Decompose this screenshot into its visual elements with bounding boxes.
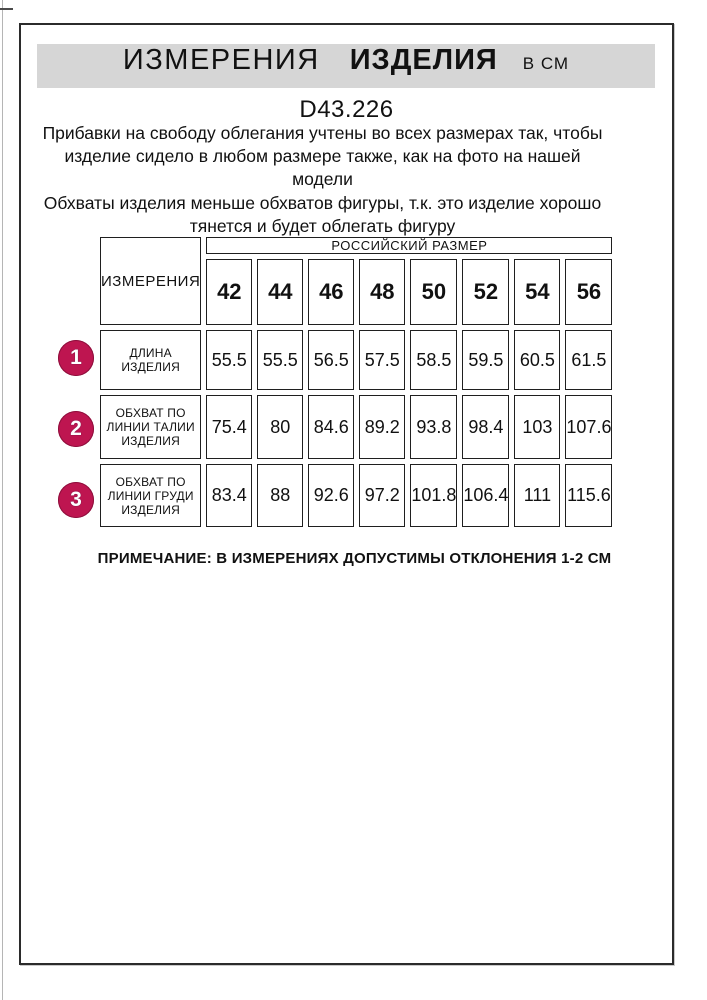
value-cell: 83.4 [206, 464, 252, 527]
value-cell: 89.2 [359, 395, 405, 459]
row-label-line: ДЛИНА [129, 346, 172, 360]
value-cell: 84.6 [308, 395, 354, 459]
title-banner [37, 44, 655, 88]
value-cell: 93.8 [410, 395, 457, 459]
size-header-cell: 48 [359, 259, 405, 325]
value-cell: 75.4 [206, 395, 252, 459]
value-cell: 55.5 [206, 330, 252, 390]
value-cell: 106.4 [462, 464, 509, 527]
corner-header-cell: ИЗМЕРЕНИЯ [100, 237, 201, 325]
value-cell: 103 [514, 395, 560, 459]
value-cell: 111 [514, 464, 560, 527]
row-label-line: ОБХВАТ ПО [115, 406, 186, 420]
table-row-length [100, 330, 612, 390]
value-cell: 107.6 [565, 395, 612, 459]
size-header-cell: 44 [257, 259, 303, 325]
row-label-cell [100, 464, 201, 527]
title-measurements: ИЗМЕРЕНИЯ [122, 44, 320, 76]
row-number-badge: 1 [58, 340, 94, 376]
row-label-line: ИЗДЕЛИЯ [121, 434, 180, 448]
size-header-cell: 46 [308, 259, 354, 325]
intro-line: модели [292, 169, 353, 189]
size-header-cell: 42 [206, 259, 252, 325]
row-label-line: ИЗДЕЛИЯ [121, 360, 180, 374]
value-cell: 88 [257, 464, 303, 527]
intro-line: тянется и будет облегать фигуру [189, 216, 456, 236]
size-table [95, 232, 617, 532]
size-header-cell: 56 [565, 259, 612, 325]
row-label-line: ОБХВАТ ПО [115, 474, 186, 489]
value-cell: 60.5 [514, 330, 560, 390]
value-cell: 57.5 [359, 330, 405, 390]
table-row-waist [100, 395, 612, 459]
model-code: D43.226 [299, 96, 394, 123]
row-label-line: ЛИНИИ ГРУДИ [107, 488, 194, 503]
intro-line: Прибавки на свободу облегания учтены во всех размерах так, чтобы [42, 123, 603, 143]
value-cell: 92.6 [308, 464, 354, 527]
row-label-cell [100, 330, 201, 390]
title-product: ИЗДЕЛИЯ [349, 44, 498, 76]
scan-corner-mark [0, 8, 13, 10]
value-cell: 101.8 [410, 464, 457, 527]
value-cell: 97.2 [359, 464, 405, 527]
scan-edge-line [2, 0, 3, 1000]
table-row-chest [100, 464, 612, 527]
value-cell: 58.5 [410, 330, 457, 390]
group-header-cell: РОССИЙСКИЙ РАЗМЕР [206, 237, 612, 254]
value-cell: 55.5 [257, 330, 303, 390]
intro-line: изделие сидело в любом размере также, как на фото на нашей [64, 146, 581, 166]
intro-line: Обхваты изделия меньше обхватов фигуры, т.к. это изделие хорошо [43, 193, 602, 213]
value-cell: 115.6 [565, 464, 612, 527]
size-header-cell: 50 [410, 259, 457, 325]
size-header-cell: 54 [514, 259, 560, 325]
value-cell: 80 [257, 395, 303, 459]
value-cell: 59.5 [462, 330, 509, 390]
size-header-cell: 52 [462, 259, 509, 325]
value-cell: 98.4 [462, 395, 509, 459]
row-label-cell [100, 395, 201, 459]
document-frame [19, 23, 674, 965]
row-label-line: ЛИНИИ ТАЛИИ [106, 420, 195, 434]
value-cell: 56.5 [308, 330, 354, 390]
intro-paragraph-fit [21, 122, 624, 191]
table-group-header-row [100, 237, 612, 254]
row-number-badge: 2 [58, 411, 94, 447]
title-units: В СМ [522, 54, 570, 73]
row-label-line: ИЗДЕЛИЯ [121, 502, 180, 517]
note-text: ПРИМЕЧАНИЕ: В ИЗМЕРЕНИЯХ ДОПУСТИМЫ ОТКЛОНЕНИЯ 1-2 СМ [97, 550, 612, 567]
row-number-badge: 3 [58, 482, 94, 518]
value-cell: 61.5 [565, 330, 612, 390]
